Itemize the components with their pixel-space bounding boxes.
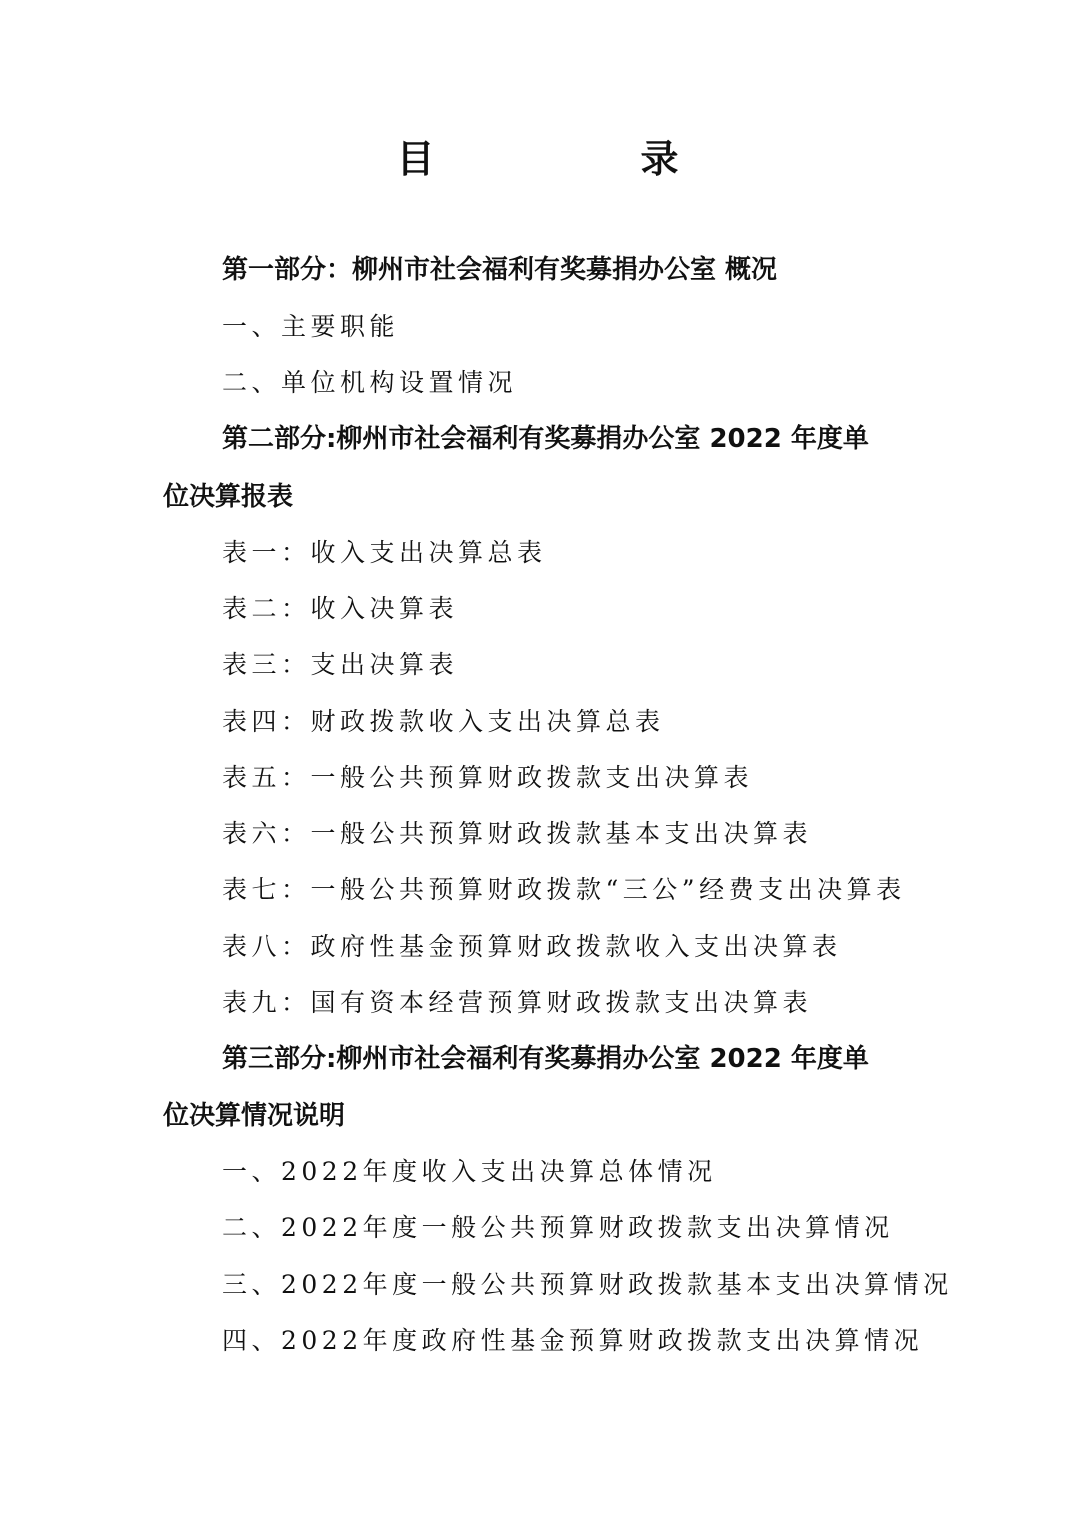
part2-item: 表五：一般公共预算财政拨款支出决算表 [222, 763, 754, 792]
part3-heading-line2: 位决算情况说明 [163, 1101, 346, 1131]
part3-item: 二、2022年度一般公共预算财政拨款支出决算情况 [222, 1213, 894, 1242]
part1-item: 一、主要职能 [222, 312, 400, 341]
part2-item: 表三：支出决算表 [222, 650, 459, 679]
part2-item: 表一：收入支出决算总表 [222, 538, 547, 567]
part2-item: 表九：国有资本经营预算财政拨款支出决算表 [222, 988, 813, 1017]
part3-heading-line1: 第三部分:柳州市社会福利有奖募捐办公室 2022 年度单 [222, 1044, 869, 1074]
part2-item: 表四：财政拨款收入支出决算总表 [222, 707, 665, 736]
part3-item: 一、2022年度收入支出决算总体情况 [222, 1157, 717, 1186]
part2-heading-line2: 位决算报表 [163, 482, 294, 512]
part2-item: 表二：收入决算表 [222, 594, 459, 623]
part2-item: 表六：一般公共预算财政拨款基本支出决算表 [222, 819, 813, 848]
part3-item: 三、2022年度一般公共预算财政拨款基本支出决算情况 [222, 1270, 953, 1299]
part1-item: 二、单位机构设置情况 [222, 368, 518, 397]
part1-heading: 第一部分：柳州市社会福利有奖募捐办公室 概况 [222, 255, 778, 285]
page-title: 目 录 [396, 137, 763, 181]
part2-item: 表八：政府性基金预算财政拨款收入支出决算表 [222, 932, 842, 961]
part2-item: 表七：一般公共预算财政拨款“三公”经费支出决算表 [222, 875, 906, 904]
part2-heading-line1: 第二部分:柳州市社会福利有奖募捐办公室 2022 年度单 [222, 424, 869, 454]
part3-item: 四、2022年度政府性基金预算财政拨款支出决算情况 [222, 1326, 924, 1355]
